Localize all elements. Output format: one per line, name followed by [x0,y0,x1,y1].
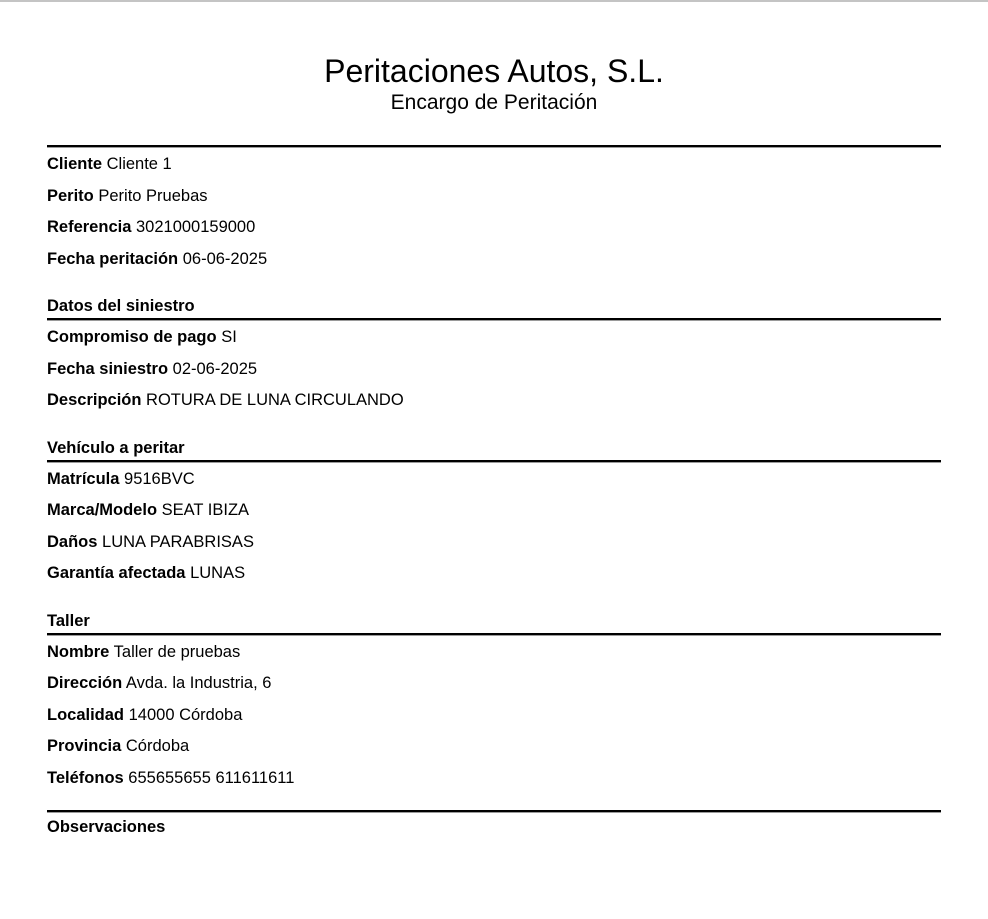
section-fields [47,320,941,417]
field-value: LUNAS [190,564,246,582]
field-value: 655655655 611611611 [128,768,295,787]
field-label: Cliente [47,155,103,173]
field-row [47,668,941,700]
section-heading-observaciones: Observaciones [47,818,166,836]
field-row [47,700,941,732]
section-taller [47,610,941,795]
section-vehiculo-a-peritar [47,437,941,590]
field-value: Perito Pruebas [98,186,208,205]
section-observaciones [47,810,941,839]
section-heading-taller: Taller [47,611,90,630]
field-row [47,212,941,244]
field-value: Taller de pruebas [113,642,241,661]
field-value: Cliente 1 [106,155,172,173]
field-value: SI [221,328,237,346]
field-label: Marca/Modelo [47,501,158,519]
field-value: 14000 Córdoba [128,705,243,724]
field-label: Matrícula [47,469,120,488]
field-value: Córdoba [125,737,190,755]
field-label: Nombre [47,642,110,661]
field-value: ROTURA DE LUNA CIRCULANDO [146,391,404,409]
field-row [47,244,941,276]
field-row [47,637,941,669]
field-value: Avda. la Industria, 6 [125,674,272,692]
window-top-edge [0,0,988,2]
field-row [47,385,941,417]
section-heading-datos-del-siniestro: Datos del siniestro [47,297,195,315]
section-datos-del-siniestro [47,295,941,417]
field-label: Dirección [47,674,123,692]
field-row [47,181,941,213]
field-label: Compromiso de pago [47,328,217,346]
field-row [47,322,941,354]
field-label: Garantía afectada [47,564,186,582]
field-row [47,763,941,795]
section-divider [47,810,941,812]
field-row [47,731,941,763]
document-page [0,52,988,839]
field-row [47,354,941,386]
section-encargo [47,145,941,275]
field-row [47,149,941,181]
field-row [47,558,941,590]
section-fields [47,147,941,275]
field-label: Provincia [47,737,122,755]
field-label: Teléfonos [47,768,124,787]
field-label: Referencia [47,218,132,236]
field-label: Fecha siniestro [47,359,169,378]
field-value: 06-06-2025 [182,249,268,268]
field-label: Localidad [47,705,125,724]
field-value: LUNA PARABRISAS [102,532,254,551]
field-row [47,464,941,496]
field-value: 3021000159000 [135,218,256,236]
section-heading-vehiculo-a-peritar: Vehículo a peritar [47,438,185,457]
page-subtitle: Encargo de Peritación [390,91,598,114]
document-sections [47,145,941,839]
field-row [47,527,941,559]
field-value: 02-06-2025 [172,359,258,378]
page-title: Peritaciones Autos, S.L. [324,53,664,89]
field-label: Fecha peritación [47,249,179,268]
field-row [47,495,941,527]
section-fields [47,462,941,590]
field-value: SEAT IBIZA [161,501,250,519]
field-label: Daños [47,532,98,551]
field-label: Perito [47,186,94,205]
field-value: 9516BVC [124,469,195,488]
field-label: Descripción [47,391,142,409]
section-fields [47,635,941,795]
